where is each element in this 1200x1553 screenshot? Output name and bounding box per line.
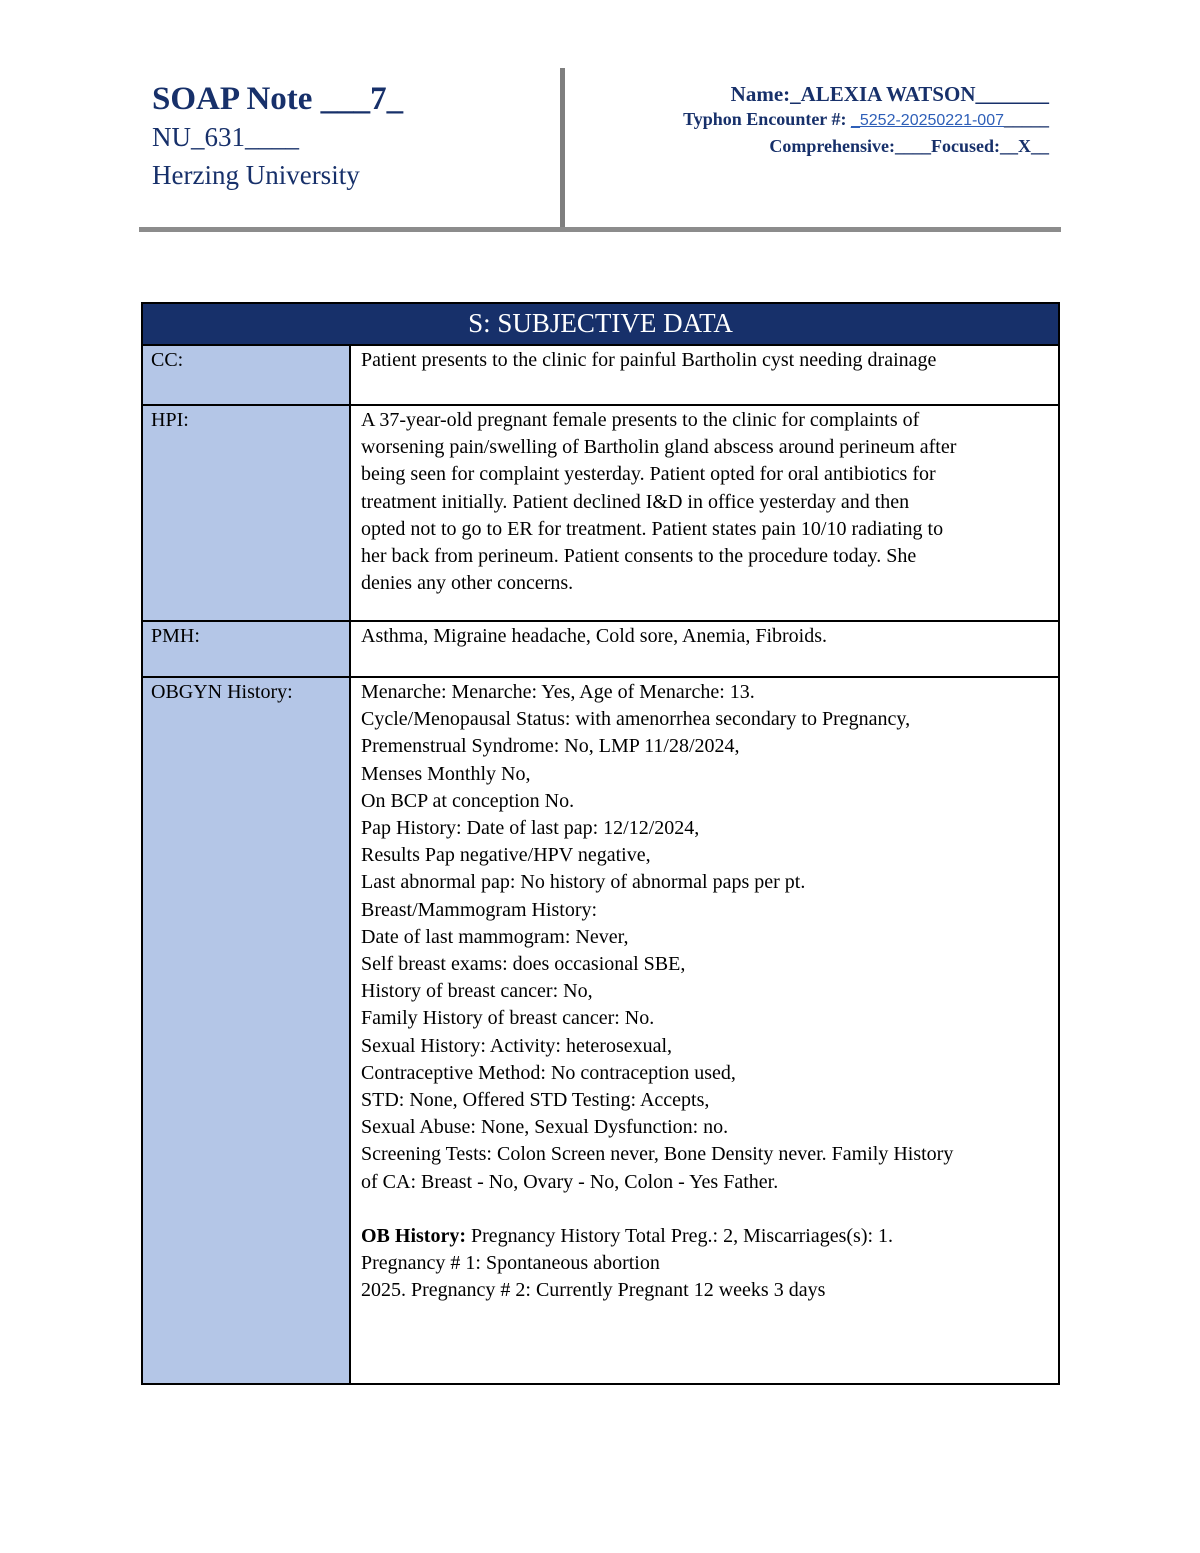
obgyn-line: Pap History: Date of last pap: 12/12/2024, [361,817,700,840]
hpi-line: A 37-year-old pregnant female presents to the clinic for complaints of [361,409,920,431]
ob-history-label: OB History: [361,1224,466,1247]
subjective-data-table [141,302,1060,1385]
hpi-line: opted not to go to ER for treatment. Patient states pain 10/10 radiating to [361,517,944,540]
course-code: NU_631____ [152,122,299,152]
ob-history-line: Pregnancy # 1: Spontaneous abortion [361,1252,660,1275]
obgyn-line: Results Pap negative/HPV negative, [361,844,651,867]
obgyn-line: Sexual Abuse: None, Sexual Dysfunction: no. [361,1116,729,1139]
obgyn-line: Last abnormal pap: No history of abnormal paps per pt. [361,871,806,894]
table-row-cc [142,345,1059,405]
hpi-label: HPI: [142,405,350,621]
hpi-line: denies any other concerns. [361,572,574,595]
hpi-line: her back from perineum. Patient consents to the procedure today. She [361,545,917,568]
table-row-hpi [142,405,1059,621]
typhon-encounter [683,107,1049,133]
table-row-obgyn [142,677,1059,1384]
obgyn-line: Date of last mammogram: Never, [361,925,629,948]
obgyn-line: Self breast exams: does occasional SBE, [361,953,686,976]
visit-type: Comprehensive:____Focused:__X__ [769,136,1049,156]
header-horizontal-rule [139,227,1061,232]
document-header [139,68,1061,233]
hpi-text [350,405,1059,621]
soap-note-title: SOAP Note ___7_ [152,81,404,117]
obgyn-line: Premenstrual Syndrome: No, LMP 11/28/2024, [361,735,740,758]
encounter-trail: _____ [1004,109,1049,129]
obgyn-line: STD: None, Offered STD Testing: Accepts, [361,1089,710,1112]
pmh-label: PMH: [142,621,350,677]
ob-history-text: Pregnancy History Total Preg.: 2, Miscarriages(s): 1. [466,1224,894,1247]
obgyn-line: Cycle/Menopausal Status: with amenorrhea secondary to Pregnancy, [361,708,911,731]
obgyn-line: Breast/Mammogram History: [361,898,598,921]
obgyn-line: of CA: Breast - No, Ovary - No, Colon - Yes Father. [361,1170,779,1193]
obgyn-line: On BCP at conception No. [361,789,575,812]
obgyn-line: Menarche: Menarche: Yes, Age of Menarche: 13. [361,681,755,703]
obgyn-line: Screening Tests: Colon Screen never, Bone Density never. Family History [361,1143,954,1166]
header-vertical-divider [560,68,565,228]
cc-text: Patient presents to the clinic for painful Bartholin cyst needing drainage [350,345,1059,405]
encounter-number: _5252-20250221-007 [850,112,1004,129]
obgyn-line: History of breast cancer: No, [361,980,593,1003]
ob-history-line [361,1223,1048,1250]
paragraph-gap [361,1196,1048,1223]
pmh-text: Asthma, Migraine headache, Cold sore, Anemia, Fibroids. [350,621,1059,677]
obgyn-label: OBGYN History: [142,677,350,1384]
hpi-line: worsening pain/swelling of Bartholin gland abscess around perineum after [361,436,957,459]
obgyn-text [350,677,1059,1384]
encounter-label: Typhon Encounter #: [683,109,851,129]
table-row-pmh [142,621,1059,677]
header-right-block [683,82,1049,160]
obgyn-line: Contraceptive Method: No contraception used, [361,1061,736,1084]
header-left-block [152,80,403,194]
hpi-line: treatment initially. Patient declined I&D in office yesterday and then [361,490,910,513]
obgyn-line: Family History of breast cancer: No. [361,1007,655,1030]
hpi-line: being seen for complaint yesterday. Patient opted for oral antibiotics for [361,463,936,486]
obgyn-line: Sexual History: Activity: heterosexual, [361,1034,673,1057]
section-title: S: SUBJECTIVE DATA [142,303,1059,345]
ob-history-line: 2025. Pregnancy # 2: Currently Pregnant 12 weeks 3 days [361,1279,826,1302]
obgyn-line: Menses Monthly No, [361,762,531,785]
student-name: Name:_ALEXIA WATSON_______ [730,82,1049,106]
school-name: Herzing University [152,160,360,190]
cc-label: CC: [142,345,350,405]
